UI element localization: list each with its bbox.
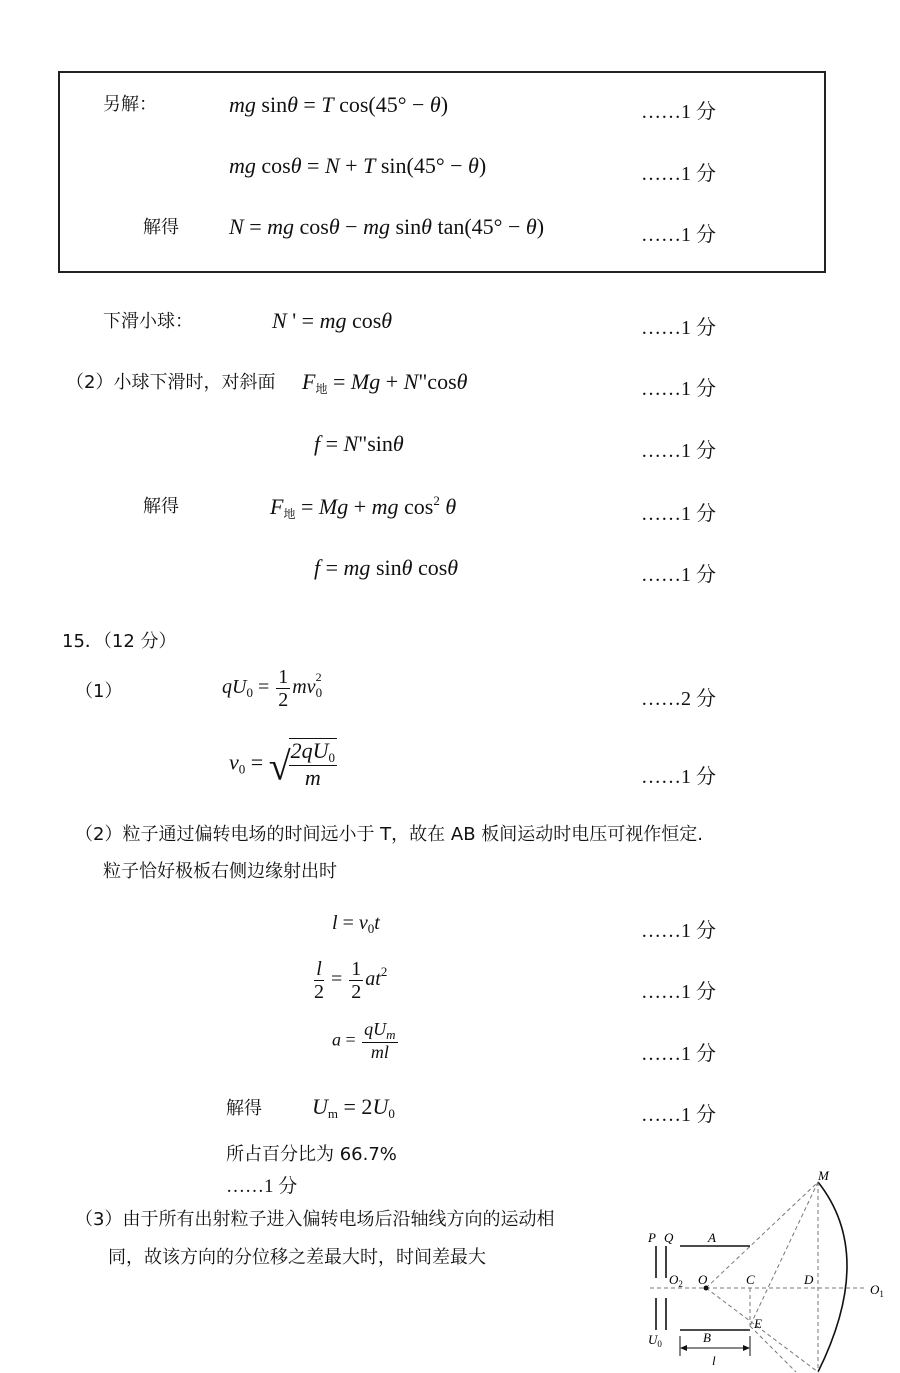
sliding-ball-label: 下滑小球： — [103, 311, 193, 332]
score-1: ……1 分 — [641, 101, 716, 123]
score-6: ……1 分 — [641, 440, 716, 462]
label-d: D — [804, 1272, 814, 1287]
equation-alt-3: N = mg cosθ − mg sinθ tan(45° − θ) — [229, 214, 545, 239]
score-13: ……1 分 — [641, 1043, 716, 1065]
label-p: P — [648, 1230, 656, 1245]
percentage-score: ……1 分 — [226, 1176, 298, 1197]
label-u0: $U_0$ — [648, 1332, 662, 1349]
dim-arrow-right — [743, 1345, 750, 1351]
label-c: C — [746, 1272, 755, 1287]
solve-label-part2b: 解得 — [226, 1098, 262, 1119]
label-b: B — [703, 1330, 711, 1345]
percentage-text: 所占百分比为 66.7% — [226, 1144, 397, 1165]
label-a: A — [708, 1230, 716, 1245]
score-14: ……1 分 — [641, 1104, 716, 1126]
score-4: ……1 分 — [641, 317, 716, 339]
dim-arrow-left — [680, 1345, 687, 1351]
equation-ground-force-result: $F_地 = Mg$ + mg $\cos^2 \theta$ — [270, 493, 457, 521]
equation-alt-2: mg cosθ = N + T sin(45° − θ) — [229, 153, 487, 178]
part-2-intro: （2）小球下滑时，对斜面 — [66, 372, 276, 393]
equation-energy: $qU_0$ = $\frac{1}{2}$ mv 2 $_0$ — [222, 666, 323, 711]
solve-label-box: 解得 — [143, 217, 179, 238]
score-10: ……1 分 — [641, 766, 716, 788]
label-q: Q — [664, 1230, 674, 1245]
solve-label-part2: 解得 — [143, 496, 179, 517]
equation-half-l: $\frac{l}{2}$ = $\frac{1}{2}$ $at^2$ — [314, 958, 388, 1003]
part-2-line-1: （2）粒子通过偏转电场的时间远小于 T，故在 AB 板间运动时电压可视作恒定. — [75, 824, 703, 845]
equation-l: $l = v_0t$ — [332, 912, 380, 936]
equation-ball-normal: N ' = mg cosθ — [272, 308, 393, 333]
equation-friction: f = N"sinθ — [314, 431, 404, 456]
label-e: E — [754, 1316, 762, 1331]
equation-v0: $v_0$ = √ $\frac{2qU_0}{m}$ — [229, 738, 336, 791]
part-1-label: （1） — [75, 681, 123, 702]
line-me — [750, 1182, 818, 1326]
label-o2: $O_2$ — [669, 1272, 683, 1289]
equation-acceleration: a = $\frac{qU_m}{ml}$ — [332, 1019, 396, 1063]
label-o1: $O_1$ — [870, 1282, 884, 1299]
part-3-line-2: 同，故该方向的分位移之差最大时，时间差最大 — [108, 1247, 486, 1268]
equation-um: $U_m = 2U_0$ — [312, 1094, 395, 1121]
score-7: ……1 分 — [641, 503, 716, 525]
score-3: ……1 分 — [641, 224, 716, 246]
part-2-line-2: 粒子恰好极板右侧边缘射出时 — [103, 861, 337, 882]
deflection-field-diagram — [636, 1160, 896, 1373]
question-15-heading: 15．（12 分） — [62, 631, 177, 652]
part-3-line-1: （3）由于所有出射粒子进入偏转电场后沿轴线方向的运动相 — [75, 1209, 555, 1230]
score-12: ……1 分 — [641, 981, 716, 1003]
equation-ground-force: $F_地 = Mg$ + N"cosθ — [302, 369, 468, 396]
label-o: O — [698, 1272, 708, 1287]
score-5: ……1 分 — [641, 378, 716, 400]
score-9: ……2 分 — [641, 688, 716, 710]
score-8: ……1 分 — [641, 564, 716, 586]
score-11: ……1 分 — [641, 920, 716, 942]
line-e-out — [750, 1326, 796, 1372]
label-m: M — [818, 1168, 829, 1183]
equation-friction-result: f = mg sinθ cosθ — [314, 555, 459, 580]
screen-arc — [818, 1182, 847, 1372]
line-om — [706, 1182, 818, 1288]
alt-solution-label: 另解： — [103, 94, 157, 115]
equation-alt-1: mg sinθ = T cos(45° − θ) — [229, 92, 449, 117]
score-2: ……1 分 — [641, 163, 716, 185]
label-l: l — [712, 1353, 716, 1368]
